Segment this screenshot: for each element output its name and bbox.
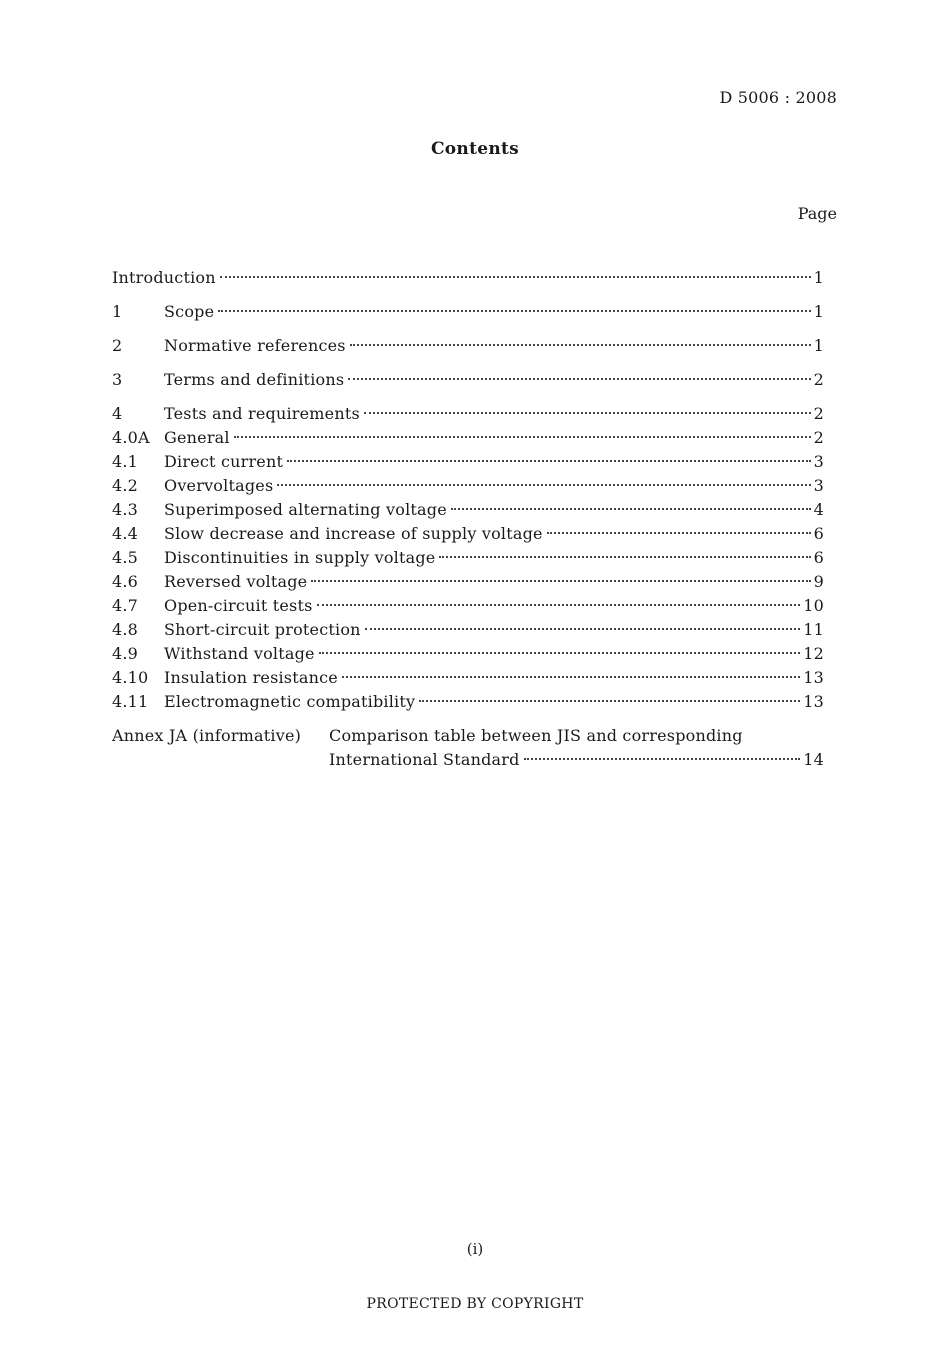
toc-entry-page: 2 [813, 428, 824, 447]
dot-leader [348, 378, 810, 380]
dot-leader [317, 604, 801, 606]
toc-entry [112, 546, 824, 570]
toc-entry-page: 4 [813, 500, 824, 519]
toc-entry-number: 4.5 [112, 548, 139, 567]
toc-entry-page: 12 [803, 644, 824, 663]
toc-entry-title: Overvoltages [164, 476, 274, 495]
toc-entry [112, 402, 824, 426]
toc-entry-introduction [112, 266, 824, 290]
toc-entry-page: 13 [803, 692, 824, 711]
toc-entry-number: 4.11 [112, 692, 149, 711]
dot-leader [451, 508, 811, 510]
toc-entry-page: 2 [813, 370, 824, 389]
dot-leader [319, 652, 801, 654]
toc-entry-number: 4.3 [112, 500, 139, 519]
toc-entry-title: General [164, 428, 230, 447]
toc-entry-number: 4.2 [112, 476, 139, 495]
toc-entry-title: Normative references [164, 336, 346, 355]
toc-entry-title: Slow decrease and increase of supply voltage [164, 524, 543, 543]
toc-entry-number: 1 [112, 302, 123, 321]
page-column-label: Page [797, 204, 837, 223]
toc-entry-annex [112, 724, 824, 748]
toc-entry-title: Tests and requirements [164, 404, 360, 423]
toc-entry-page: 11 [803, 620, 824, 639]
toc-entry-page: 3 [813, 476, 824, 495]
annex-label: Annex JA (informative) [112, 726, 302, 745]
toc-entry [112, 426, 824, 450]
toc-entry-page: 2 [813, 404, 824, 423]
toc-entry-page: 6 [813, 524, 824, 543]
annex-title-line1: Comparison table between JIS and corresponding [329, 726, 743, 745]
dot-leader [439, 556, 810, 558]
toc-entry-number: 2 [112, 336, 123, 355]
toc-entry-title: Discontinuities in supply voltage [164, 548, 436, 567]
dot-leader [524, 758, 801, 760]
toc-entry [112, 642, 824, 666]
toc-entry-page: 13 [803, 668, 824, 687]
dot-leader [365, 628, 801, 630]
dot-leader [277, 484, 810, 486]
toc-entry-number: 4.10 [112, 668, 149, 687]
toc-entry-title: Open-circuit tests [164, 596, 313, 615]
toc-entry-number: 4.1 [112, 452, 139, 471]
toc-entry-title: Terms and definitions [164, 370, 345, 389]
toc-entry [112, 498, 824, 522]
toc-entry-page: 1 [813, 336, 824, 355]
toc-entry-number: 3 [112, 370, 123, 389]
toc-entry-number: 4.4 [112, 524, 139, 543]
toc-entry-title: Scope [164, 302, 215, 321]
dot-leader [287, 460, 811, 462]
annex-title-line2: International Standard [329, 750, 520, 769]
toc-entry-number: 4.6 [112, 572, 139, 591]
dot-leader [547, 532, 811, 534]
toc-entry-title: Reversed voltage [164, 572, 308, 591]
toc-entry-number: 4.9 [112, 644, 139, 663]
toc-entry-number: 4.7 [112, 596, 139, 615]
toc-entry-page: 10 [803, 596, 824, 615]
toc-entry-title: Withstand voltage [164, 644, 315, 663]
toc-entry [112, 474, 824, 498]
toc-entry-page: 1 [813, 302, 824, 321]
toc-entry-page: 3 [813, 452, 824, 471]
toc-entry-number: 4.0A [112, 428, 150, 447]
toc-entry [112, 450, 824, 474]
toc-entry-title: Superimposed alternating voltage [164, 500, 447, 519]
toc-entry-page: 14 [803, 750, 824, 769]
document-id: D 5006 : 2008 [719, 88, 837, 107]
toc-entry-title: Short-circuit protection [164, 620, 361, 639]
dot-leader [350, 344, 811, 346]
dot-leader [220, 276, 811, 278]
dot-leader [342, 676, 800, 678]
dot-leader [311, 580, 810, 582]
dot-leader [218, 310, 810, 312]
page-folio: (i) [466, 1240, 484, 1258]
toc-entry-annex-continued [112, 748, 824, 772]
toc-entry [112, 666, 824, 690]
toc-entry-page: 9 [813, 572, 824, 591]
toc-entry-title: Insulation resistance [164, 668, 338, 687]
toc-entry [112, 300, 824, 324]
toc-entry [112, 334, 824, 358]
toc-entry [112, 690, 824, 714]
toc-entry [112, 522, 824, 546]
toc-entry-number: 4 [112, 404, 123, 423]
toc-entry [112, 618, 824, 642]
toc-entry-page: 6 [813, 548, 824, 567]
table-of-contents [112, 266, 824, 772]
toc-entry [112, 368, 824, 392]
toc-entry-number: 4.8 [112, 620, 139, 639]
toc-entry-title: Introduction [112, 268, 216, 287]
toc-entry-title: Electromagnetic compatibility [164, 692, 416, 711]
toc-entry [112, 570, 824, 594]
dot-leader [364, 412, 811, 414]
toc-entry [112, 594, 824, 618]
toc-entry-title: Direct current [164, 452, 284, 471]
dot-leader [419, 700, 800, 702]
toc-entry-page: 1 [813, 268, 824, 287]
dot-leader [234, 436, 811, 438]
page-title: Contents [430, 139, 520, 159]
copyright-notice: PROTECTED BY COPYRIGHT [366, 1296, 584, 1312]
